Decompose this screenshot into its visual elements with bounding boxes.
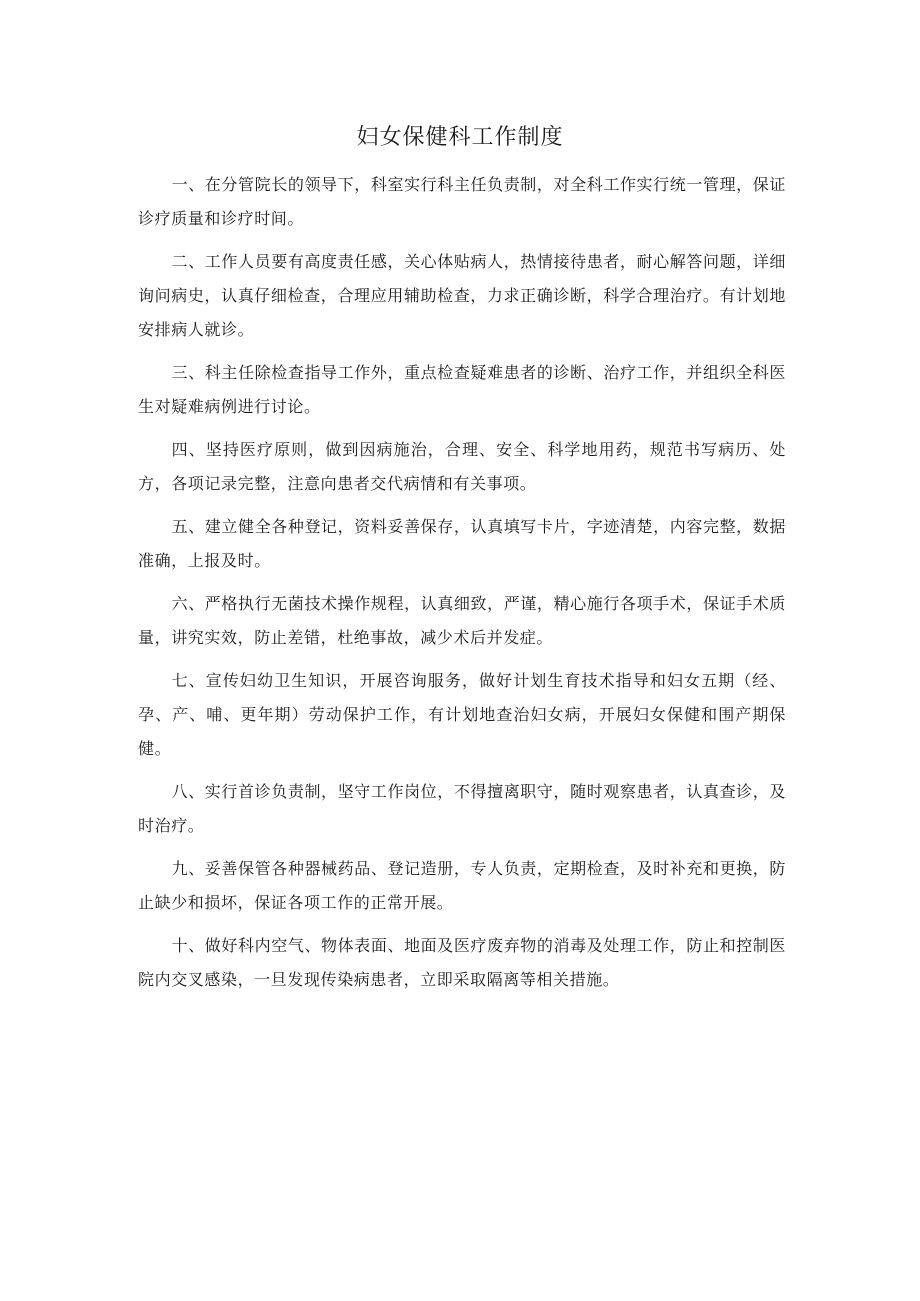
paragraph-3: 三、科主任除检查指导工作外，重点检查疑难患者的诊断、治疗工作，并组织全科医生对疑难病例进行讨论。 — [138, 363, 786, 416]
paragraph-10: 十、做好科内空气、物体表面、地面及医疗废弃物的消毒及处理工作，防止和控制医院内交叉感染，一旦发现传染病患者，立即采取隔离等相关措施。 — [138, 936, 786, 989]
paragraph-9: 九、妥善保管各种器械药品、登记造册，专人负责，定期检查，及时补充和更换，防止缺少和损坏，保证各项工作的正常开展。 — [138, 859, 786, 912]
paragraph-4: 四、坚持医疗原则，做到因病施治，合理、安全、科学地用药，规范书写病历、处方，各项记录完整，注意向患者交代病情和有关事项。 — [138, 440, 786, 493]
paragraph-5: 五、建立健全各种登记，资料妥善保存，认真填写卡片，字迹清楚，内容完整，数据准确，上报及时。 — [138, 517, 786, 570]
paragraph-2: 二、工作人员要有高度责任感，关心体贴病人，热情接待患者，耐心解答问题，详细询问病史，认真仔细检查，合理应用辅助检查，力求正确诊断，科学合理治疗。有计划地安排病人就诊。 — [138, 252, 786, 339]
paragraph-7: 七、宣传妇幼卫生知识，开展咨询服务，做好计划生育技术指导和妇女五期（经、孕、产、哺、更年期）劳动保护工作，有计划地查治妇女病，开展妇女保健和围产期保健。 — [138, 671, 786, 758]
paragraph-1: 一、在分管院长的领导下，科室实行科主任负责制，对全科工作实行统一管理，保证诊疗质量和诊疗时间。 — [138, 175, 786, 228]
page-title: 妇女保健科工作制度 — [356, 125, 564, 150]
paragraph-8: 八、实行首诊负责制，坚守工作岗位，不得擅离职守，随时观察患者，认真查诊，及时治疗。 — [138, 782, 786, 835]
paragraph-6: 六、严格执行无菌技术操作规程，认真细致，严谨，精心施行各项手术，保证手术质量，讲究实效，防止差错，杜绝事故，减少术后并发症。 — [138, 594, 786, 647]
document-body — [138, 168, 786, 1006]
